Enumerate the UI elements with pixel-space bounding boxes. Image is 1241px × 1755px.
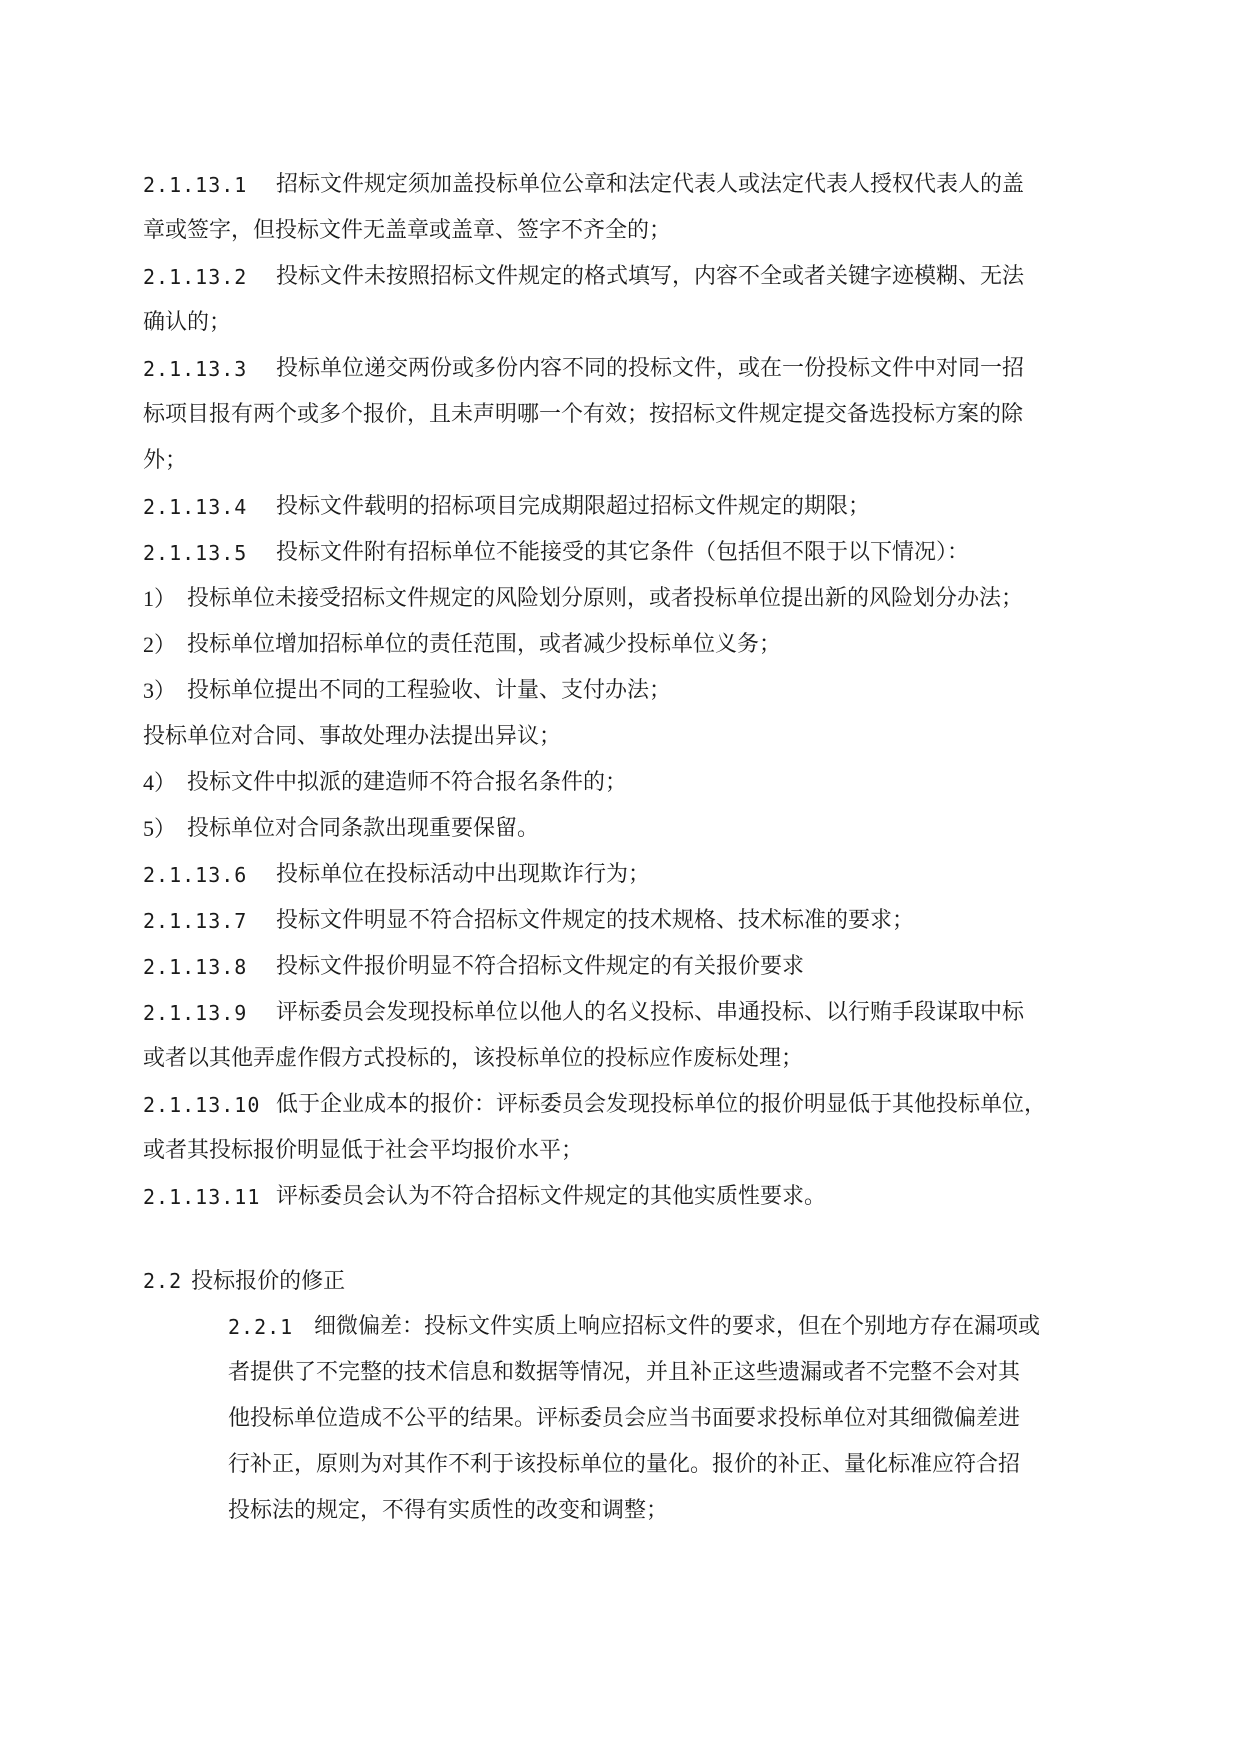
list-item-text: 投标单位未接受招标文件规定的风险划分原则，或者投标单位提出新的风险划分办法；	[187, 586, 1024, 611]
clause-text-continued: 或者其投标报价明显低于社会平均报价水平；	[143, 1138, 584, 1163]
list-item-text: 投标单位增加招标单位的责任范围，或者减少投标单位义务；	[187, 632, 782, 657]
clause-text-continued: 他投标单位造成不公平的结果。评标委员会应当书面要求投标单位对其细微偏差进	[228, 1406, 1021, 1431]
clause-text-continued: 章或签字，但投标文件无盖章或盖章、签字不齐全的；	[143, 218, 672, 243]
clause-number: 2.1.13.10	[143, 1093, 261, 1117]
section-title: 投标报价的修正	[191, 1269, 346, 1294]
clause-text: 投标文件未按照招标文件规定的格式填写，内容不全或者关键字迹模糊、无法	[276, 264, 1025, 289]
clause-2-1-13-11	[143, 1174, 1131, 1220]
clause-text: 细微偏差：投标文件实质上响应招标文件的要求，但在个别地方存在漏项或	[314, 1314, 1041, 1339]
clause-text: 低于企业成本的报价：评标委员会发现投标单位的报价明显低于其他投标单位，	[276, 1092, 1047, 1117]
clause-number: 2.1.13.3	[143, 357, 248, 381]
clause-text: 投标文件载明的招标项目完成期限超过招标文件规定的期限；	[276, 494, 871, 519]
clause-2-1-13-3	[143, 346, 1131, 392]
clause-number: 2.1.13.2	[143, 265, 248, 289]
clause-text: 投标文件报价明显不符合招标文件规定的有关报价要求	[276, 954, 805, 979]
list-item	[143, 576, 1131, 622]
list-item-number: 3）	[143, 678, 177, 703]
clause-2-1-13-7	[143, 898, 1131, 944]
list-item-number: 5）	[143, 816, 177, 841]
clause-number: 2.2.1	[228, 1315, 294, 1339]
clause-text: 评标委员会认为不符合招标文件规定的其他实质性要求。	[276, 1184, 827, 1209]
clause-text-continued: 确认的；	[143, 310, 232, 335]
list-item-text: 投标单位提出不同的工程验收、计量、支付办法；	[187, 678, 672, 703]
list-item-text: 投标单位对合同条款出现重要保留。	[187, 816, 540, 841]
clause-text: 投标文件附有招标单位不能接受的其它条件（包括但不限于以下情况）：	[276, 540, 970, 565]
clause-number: 2.1.13.4	[143, 495, 248, 519]
list-item	[143, 806, 1131, 852]
clause-text-continued: 投标法的规定，不得有实质性的改变和调整；	[228, 1498, 669, 1523]
clause-number: 2.1.13.9	[143, 1001, 248, 1025]
clause-number: 2.1.13.1	[143, 173, 248, 197]
clause-2-1-13-4	[143, 484, 1131, 530]
clause-text-continued: 行补正，原则为对其作不利于该投标单位的量化。报价的补正、量化标准应符合招	[228, 1452, 1021, 1477]
plain-paragraph: 投标单位对合同、事故处理办法提出异议；	[143, 724, 562, 749]
section-spacer	[143, 1220, 1131, 1258]
clause-2-1-13-5	[143, 530, 1131, 576]
clause-text: 招标文件规定须加盖投标单位公章和法定代表人或法定代表人授权代表人的盖	[276, 172, 1025, 197]
clause-text: 投标单位在投标活动中出现欺诈行为；	[276, 862, 651, 887]
section-heading	[143, 1258, 1131, 1304]
clause-2-1-13-9	[143, 990, 1131, 1036]
list-item-number: 2）	[143, 632, 177, 657]
clause-text: 评标委员会发现投标单位以他人的名义投标、串通投标、以行贿手段谋取中标	[276, 1000, 1025, 1025]
clause-number: 2.1.13.8	[143, 955, 248, 979]
clause-2-1-13-2	[143, 254, 1131, 300]
clause-text-continued: 外；	[143, 448, 188, 473]
list-item-number: 1）	[143, 586, 177, 611]
list-item	[143, 622, 1131, 668]
document-body	[143, 162, 1131, 1534]
section-number: 2.2	[143, 1269, 183, 1293]
clause-text: 投标单位递交两份或多份内容不同的投标文件，或在一份投标文件中对同一招	[276, 356, 1025, 381]
list-item	[143, 668, 1131, 714]
list-item	[143, 760, 1131, 806]
clause-number: 2.1.13.7	[143, 909, 248, 933]
list-item-number: 4）	[143, 770, 177, 795]
clause-2-1-13-10	[143, 1082, 1131, 1128]
sub-clause-first-line	[228, 1304, 1131, 1350]
clause-number: 2.1.13.6	[143, 863, 248, 887]
clause-number: 2.1.13.5	[143, 541, 248, 565]
list-item-text: 投标文件中拟派的建造师不符合报名条件的；	[187, 770, 628, 795]
clause-text-continued: 标项目报有两个或多个报价，且未声明哪一个有效；按招标文件规定提交备选投标方案的除	[143, 402, 1024, 427]
clause-2-1-13-1	[143, 162, 1131, 208]
clause-2-1-13-8	[143, 944, 1131, 990]
clause-2-1-13-6	[143, 852, 1131, 898]
clause-text-continued: 者提供了不完整的技术信息和数据等情况，并且补正这些遗漏或者不完整不会对其	[228, 1360, 1021, 1385]
clause-text-continued: 或者以其他弄虚作假方式投标的，该投标单位的投标应作废标处理；	[143, 1046, 804, 1071]
clause-text: 投标文件明显不符合招标文件规定的技术规格、技术标准的要求；	[276, 908, 915, 933]
clause-number: 2.1.13.11	[143, 1185, 261, 1209]
sub-clause-2-2-1	[143, 1304, 1131, 1534]
